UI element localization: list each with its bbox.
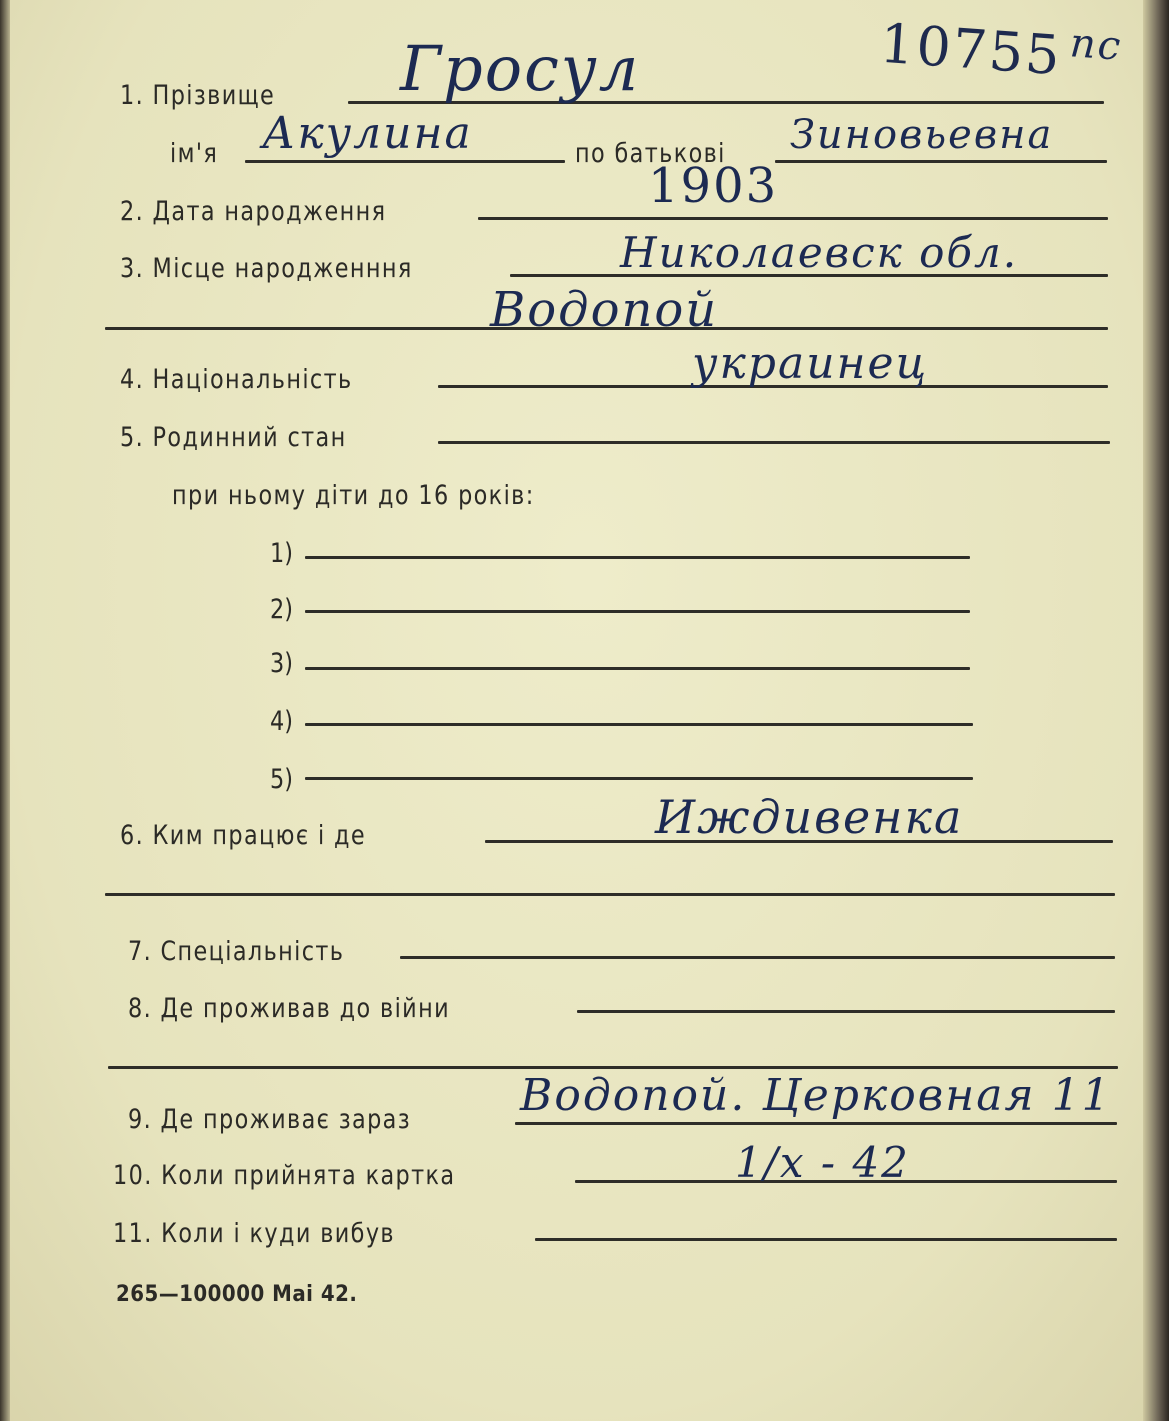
current-value: Водопой. Церковная 11 <box>520 1070 1112 1121</box>
left-label: 11. Коли і куди вибув <box>113 1218 395 1249</box>
nationality-value: украинец <box>692 338 929 389</box>
card-date-label: 10. Коли прийнята картка <box>113 1160 456 1191</box>
card-edge-left <box>0 0 10 1421</box>
work-line-2 <box>105 893 1115 896</box>
patronymic-label: по батькові <box>575 138 726 169</box>
surname-value: Гросул <box>400 32 641 105</box>
prewar-line-2 <box>108 1066 1118 1069</box>
name-label: ім'я <box>170 138 219 169</box>
child-2-label: 2) <box>270 594 293 625</box>
birth-place-value-1: Николаевск обл. <box>620 228 1019 277</box>
child-4-label: 4) <box>270 706 293 737</box>
birth-place-label: 3. Місце народженння <box>120 253 413 284</box>
card-number: 10755 <box>878 11 1064 88</box>
child-1-label: 1) <box>270 538 293 569</box>
child-3-label: 3) <box>270 648 293 679</box>
work-value: Иждивенка <box>655 790 964 844</box>
current-line <box>515 1122 1117 1125</box>
birth-date-label: 2. Дата народження <box>120 196 387 227</box>
birth-place-value-2: Водопой <box>490 282 719 338</box>
child-3-line <box>305 667 970 670</box>
patronymic-line <box>775 160 1107 163</box>
name-line <box>245 160 565 163</box>
family-line <box>438 441 1110 444</box>
child-5-line <box>305 777 973 780</box>
child-4-line <box>305 723 973 726</box>
prewar-line-1 <box>577 1010 1115 1013</box>
nationality-label: 4. Національність <box>120 364 353 395</box>
child-5-label: 5) <box>270 764 293 795</box>
surname-label: 1. Прізвище <box>120 80 276 111</box>
work-label: 6. Ким працює і де <box>120 820 366 851</box>
patronymic-value: Зиновьевна <box>790 112 1054 158</box>
card-date-value: 1/х - 42 <box>735 1138 910 1187</box>
name-value: Акулина <box>262 108 473 159</box>
specialty-label: 7. Спеціальність <box>128 936 345 967</box>
specialty-line <box>400 956 1115 959</box>
family-label: 5. Родинний стан <box>120 422 347 453</box>
prewar-label: 8. Де проживав до війни <box>128 993 450 1024</box>
child-1-line <box>305 556 970 559</box>
print-run-footer: 265—100000 Mai 42. <box>116 1282 358 1307</box>
current-label: 9. Де проживає зараз <box>128 1104 412 1135</box>
birth-date-value: 1903 <box>648 158 779 214</box>
card-number-suffix: пс <box>1068 20 1124 70</box>
birth-date-line <box>478 217 1108 220</box>
card-edge-right <box>1143 0 1169 1421</box>
left-line <box>535 1238 1117 1241</box>
children-label: при ньому діти до 16 років: <box>172 480 535 511</box>
child-2-line <box>305 610 970 613</box>
